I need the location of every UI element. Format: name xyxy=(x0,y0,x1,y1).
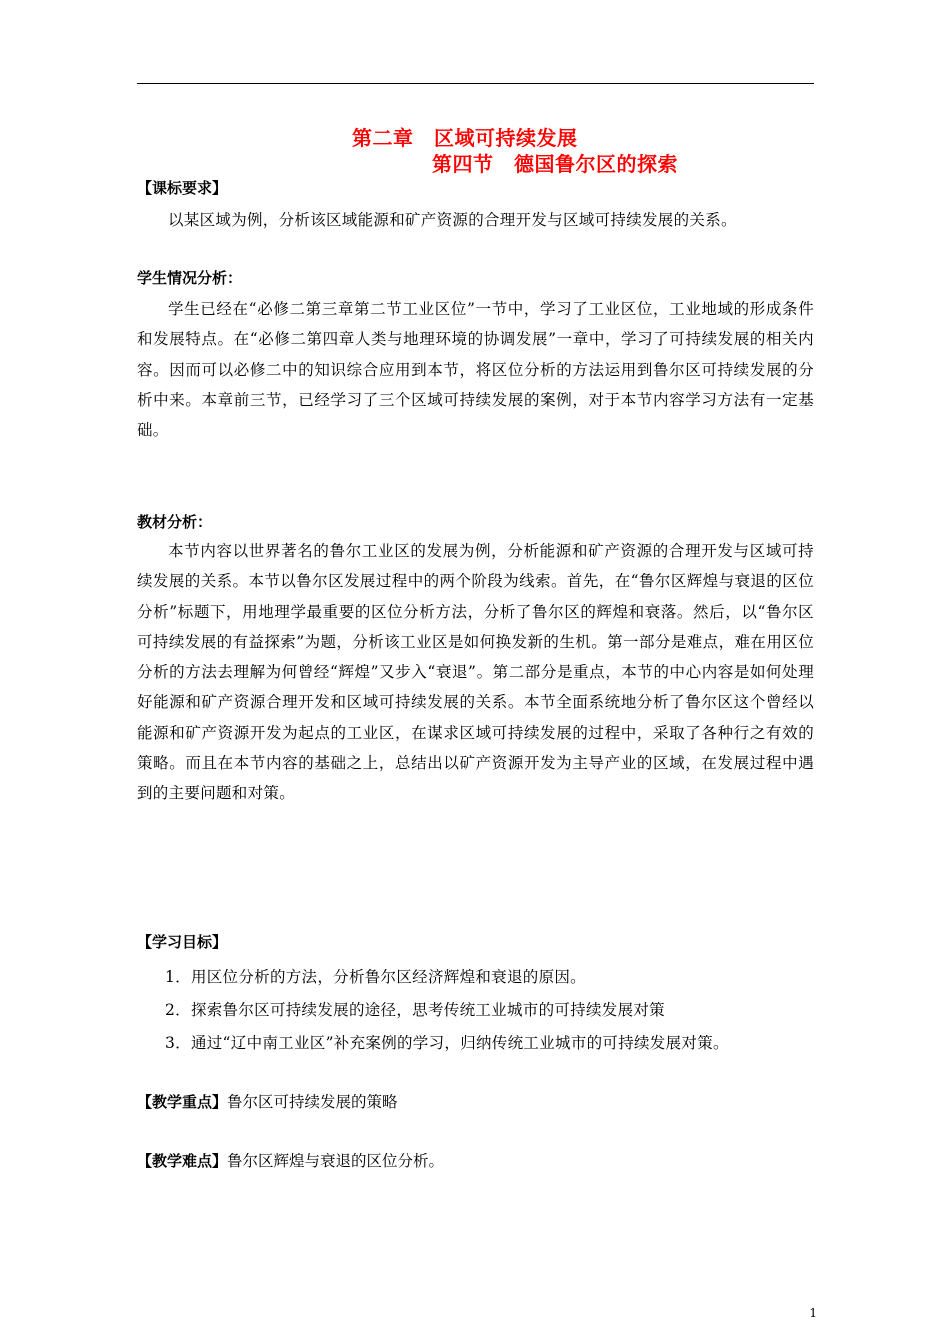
material-text: 本节内容以世界著名的鲁尔工业区的发展为例，分析能源和矿产资源的合理开发与区域可持续发展的关系。本节以鲁尔区发展过程中的两个阶段为线索。首先，在“鲁尔区辉煌与衰退的区位分析”标题下，用地理学最重要的区位分析方法，分析了鲁尔区的辉煌和衰落。然后，以“鲁尔区可持续发展的有益探索”为题，分析该工业区是如何换发新的生机。第一部分是难点，难在用区位分析的方法去理解为何曾经“辉煌”又步入“衰退”。第二部分是重点，本节的中心内容是如何处理好能源和矿产资源合理开发和区域可持续发展的关系。本节全面系统地分析了鲁尔区这个曾经以能源和矿产资源开发为起点的工业区，在谋求区域可持续发展的过程中，采取了各种行之有效的策略。而且在本节内容的基础之上，总结出以矿产资源开发为主导产业的区域，在发展过程中遇到的主要问题和对策。 xyxy=(137,542,814,803)
header-rule xyxy=(137,83,814,84)
objective-item-1: 1．用区位分析的方法，分析鲁尔区经济辉煌和衰退的原因。 xyxy=(165,968,586,986)
objectives-heading: 【学习目标】 xyxy=(137,933,228,951)
chapter-title: 第二章 区域可持续发展 xyxy=(352,126,578,150)
section-title: 第四节 德国鲁尔区的探索 xyxy=(432,152,678,176)
difficulty-text: 鲁尔区辉煌与衰退的区位分析。 xyxy=(227,1152,445,1170)
objective-item-2: 2．探索鲁尔区可持续发展的途径，思考传统工业城市的可持续发展对策 xyxy=(165,1001,665,1019)
material-heading: 教材分析： xyxy=(137,513,213,531)
page-number: 1 xyxy=(809,1306,817,1320)
difficulty-label: 【教学难点】 xyxy=(137,1152,228,1170)
key-point-text: 鲁尔区可持续发展的策略 xyxy=(227,1093,398,1111)
key-point-line xyxy=(137,1090,398,1112)
curriculum-heading: 【课标要求】 xyxy=(137,179,228,197)
difficulty-line xyxy=(137,1149,444,1171)
curriculum-text: 以某区域为例，分析该区域能源和矿产资源的合理开发与区域可持续发展的关系。 xyxy=(168,211,737,229)
students-heading: 学生情况分析： xyxy=(137,269,243,287)
students-text: 学生已经在“必修二第三章第二节工业区位”一节中，学习了工业区位，工业地域的形成条件和发展特点。在“必修二第四章人类与地理环境的协调发展”一章中，学习了可持续发展的相关内容。因而可以必修二中的知识综合应用到本节，将区位分析的方法运用到鲁尔区可持续发展的分析中来。本章前三节，已经学习了三个区域可持续发展的案例，对于本节内容学习方法有一定基础。 xyxy=(137,300,814,440)
objective-item-3: 3．通过“辽中南工业区”补充案例的学习，归纳传统工业城市的可持续发展对策。 xyxy=(165,1034,729,1052)
key-point-label: 【教学重点】 xyxy=(137,1093,228,1111)
